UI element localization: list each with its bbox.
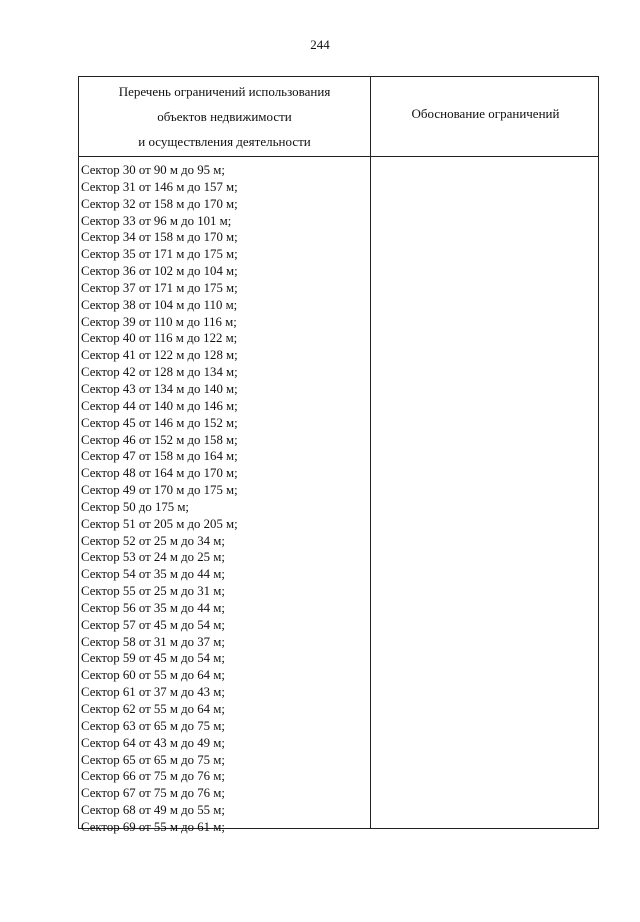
column-divider (370, 77, 371, 828)
table-row: Сектор 30 от 90 м до 95 м; (81, 163, 225, 177)
table-row: Сектор 50 до 175 м; (81, 499, 189, 514)
table-row: Сектор 52 от 25 м до 34 м; (81, 533, 225, 548)
table-row: Сектор 32 от 158 м до 170 м; (81, 196, 238, 211)
table-row: Сектор 31 от 146 м до 157 м; (81, 179, 238, 194)
table-row: Сектор 46 от 152 м до 158 м; (81, 432, 238, 447)
table-row: Сектор 35 от 171 м до 175 м; (81, 247, 238, 262)
table-row: Сектор 37 от 171 м до 175 м; (81, 280, 238, 295)
table-row: Сектор 60 от 55 м до 64 м; (81, 668, 225, 683)
table-row: Сектор 36 от 102 м до 104 м; (81, 264, 238, 279)
table-row: Сектор 33 от 96 м до 101 м; (81, 213, 232, 228)
table-row: Сектор 67 от 75 м до 76 м; (81, 786, 225, 801)
table-row: Сектор 42 от 128 м до 134 м; (81, 365, 238, 380)
restrictions-table (78, 76, 599, 834)
table-row: Сектор 69 от 55 м до 61 м; (81, 819, 225, 834)
header-line-1: Перечень ограничений использования (118, 84, 331, 99)
table-row: Сектор 43 от 134 м до 140 м; (81, 381, 238, 396)
table-row: Сектор 38 от 104 м до 110 м; (81, 297, 238, 312)
table-row: Сектор 63 от 65 м до 75 м; (81, 718, 225, 733)
table-row: Сектор 44 от 140 м до 146 м; (81, 398, 238, 413)
header-line-2: объектов недвижимости (157, 109, 292, 124)
table-row: Сектор 57 от 45 м до 54 м; (81, 617, 225, 632)
table-row: Сектор 34 от 158 м до 170 м; (81, 230, 238, 245)
table-row: Сектор 49 от 170 м до 175 м; (81, 483, 238, 498)
table-row: Сектор 64 от 43 м до 49 м; (81, 735, 225, 750)
table-row: Сектор 65 от 65 м до 75 м; (81, 752, 225, 767)
header-line-3: и осуществления деятельности (138, 134, 311, 149)
table-row: Сектор 47 от 158 м до 164 м; (81, 449, 238, 464)
header-justification (371, 77, 600, 156)
table-row: Сектор 59 от 45 м до 54 м; (81, 651, 225, 666)
table-row: Сектор 45 от 146 м до 152 м; (81, 415, 238, 430)
table-row: Сектор 41 от 122 м до 128 м; (81, 348, 238, 363)
table-row: Сектор 62 от 55 м до 64 м; (81, 702, 225, 716)
table-row: Сектор 61 от 37 м до 43 м; (81, 685, 225, 700)
table-row: Сектор 51 от 205 м до 205 м; (81, 516, 238, 531)
table-row: Сектор 40 от 116 м до 122 м; (81, 331, 238, 346)
table-row: Сектор 68 от 49 м до 55 м; (81, 803, 225, 818)
table-row: Сектор 66 от 75 м до 76 м; (81, 769, 225, 784)
table-row: Сектор 56 от 35 м до 44 м; (81, 600, 225, 615)
table-row: Сектор 39 от 110 м до 116 м; (81, 314, 237, 329)
sector-list (81, 162, 369, 836)
table-row: Сектор 58 от 31 м до 37 м; (81, 634, 225, 649)
table-row: Сектор 48 от 164 м до 170 м; (81, 466, 238, 481)
table-row: Сектор 55 от 25 м до 31 м; (81, 584, 225, 599)
page-number: 244 (310, 37, 330, 52)
table-row: Сектор 53 от 24 м до 25 м; (81, 550, 225, 565)
header-divider (79, 156, 598, 157)
header-justification-label: Обоснование ограничений (411, 105, 560, 121)
header-restrictions-list (79, 77, 370, 156)
table-row: Сектор 54 от 35 м до 44 м; (81, 567, 225, 582)
